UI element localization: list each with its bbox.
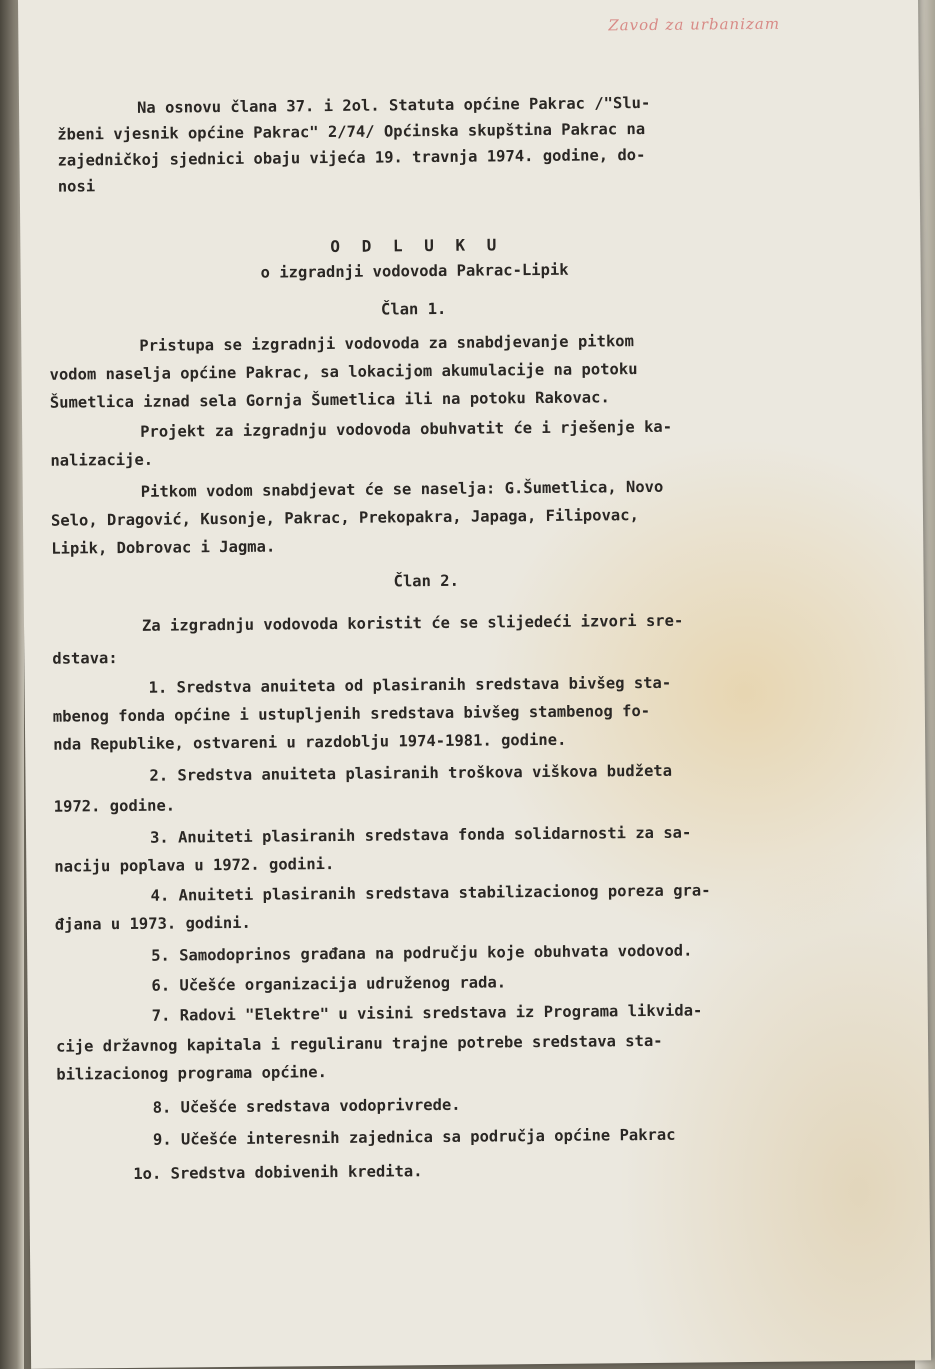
article-2-line: mbenog fonda općine i ustupljenih sredstava bivšeg stambenog fo-: [52, 701, 651, 726]
article-2-line: 9. Učešće interesnih zajednica sa područja općine Pakrac: [152, 1125, 676, 1149]
article-1-line: Selo, Dragović, Kusonje, Pakrac, Prekopakra, Japaga, Filipovac,: [50, 506, 639, 530]
article-2-line: 1. Sredstva anuiteta od plasiranih sredstava bivšeg sta-: [148, 673, 672, 697]
article-2-line: đjana u 1973. godini.: [54, 913, 251, 934]
article-1-line: nalizacije.: [50, 450, 154, 470]
article-2-title: Član 2.: [393, 571, 460, 591]
document-subtitle: o izgradnji vodovoda Pakrac-Lipik: [260, 260, 569, 282]
article-2-line: Za izgradnju vodovoda koristit će se slijedeći izvori sre-: [141, 611, 684, 635]
article-2-line: 1o. Sredstva dobivenih kredita.: [133, 1162, 423, 1183]
article-1-line: Pristupa se izgradnji vodovoda za snabdjevanje pitkom: [139, 332, 634, 355]
document-page: [18, 0, 931, 1369]
article-2-line: nda Republike, ostvareni u razdoblju 1974-1981. godine.: [53, 730, 567, 754]
article-1-line: Pitkom vodom snabdjevat će se naselja: G.Šumetlica, Novo: [140, 477, 664, 501]
article-2-line: 6. Učešće organizacija udruženog rada.: [151, 973, 507, 995]
intro-line: nosi: [57, 177, 96, 196]
intro-line: zajedničkoj sjednici obaju vijeća 19. travnja 1974. godine, do-: [57, 145, 646, 170]
article-1-title: Član 1.: [380, 299, 447, 319]
article-2-line: naciju poplava u 1972. godini.: [54, 855, 335, 876]
article-2-line: 8. Učešće sredstava vodoprivrede.: [152, 1095, 461, 1117]
article-2-line: 5. Samodoprinos građana na području koje obuhvata vodovod.: [151, 941, 693, 965]
article-2-line: cije državnog kapitala i reguliranu trajne potrebe sredstava sta-: [55, 1031, 663, 1056]
article-2-line: 4. Anuiteti plasiranih sredstava stabilizacionog poreza gra-: [150, 881, 711, 905]
handwritten-note: Zavod za urbanizam: [608, 14, 781, 35]
article-2-line: 7. Radovi "Elektre" u visini sredstava iz Programa likvida-: [151, 1001, 703, 1025]
document-title: O D L U K U: [330, 235, 503, 257]
article-2-line: 2. Sredstva anuiteta plasiranih troškova viškova budžeta: [149, 761, 673, 785]
article-1-line: Šumetlica iznad sela Gornja Šumetlica ili na potoku Rakovac.: [49, 388, 610, 412]
article-2-line: bilizacionog programa općine.: [56, 1063, 328, 1084]
article-1-line: Projekt za izgradnju vodovoda obuhvatit će i rješenje ka-: [140, 417, 673, 441]
article-1-line: vodom naselja općine Pakrac, sa lokacijom akumulacije na potoku: [49, 360, 638, 384]
intro-line: Na osnovu člana 37. i 2ol. Statuta općine Pakrac /"Slu-: [136, 93, 651, 117]
intro-line: žbeni vjesnik općine Pakrac" 2/74/ Općinska skupština Pakrac na: [57, 119, 646, 144]
article-2-line: 3. Anuiteti plasiranih sredstava fonda solidarnosti za sa-: [149, 823, 692, 847]
article-1-line: Lipik, Dobrovac i Jagma.: [51, 537, 276, 558]
article-2-line: dstava:: [52, 649, 118, 668]
article-2-line: 1972. godine.: [53, 796, 176, 816]
